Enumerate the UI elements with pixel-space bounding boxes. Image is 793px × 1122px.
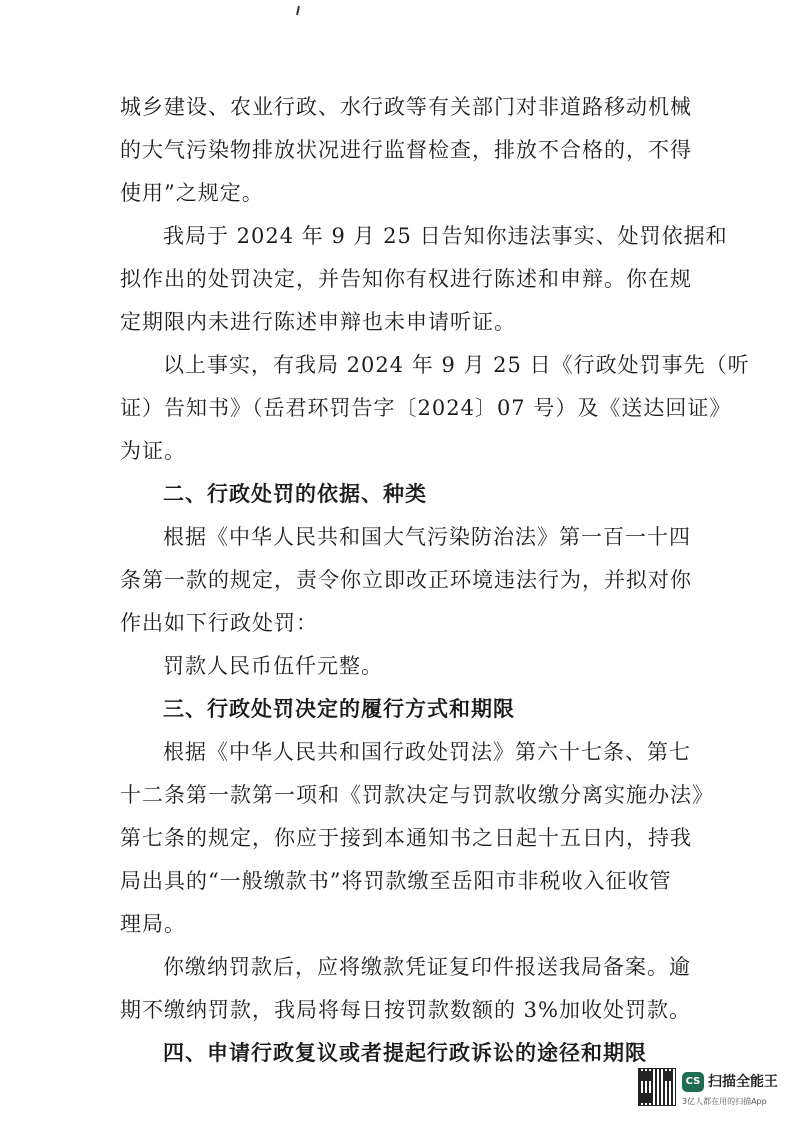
body-line: 的大气污染物排放状况进行监督检查，排放不合格的，不得	[120, 138, 692, 162]
body-line: 十二条第一款第一项和《罚款决定与罚款收缴分离实施办法》	[120, 783, 714, 807]
camscanner-logo-icon: CS	[682, 1072, 704, 1092]
body-line: 定期限内未进行陈述申辩也未申请听证。	[120, 310, 516, 334]
body-line: 使用”之规定。	[120, 181, 264, 205]
body-line: 根据《中华人民共和国大气污染防治法》第一百一十四	[163, 525, 691, 549]
body-line: 为证。	[120, 439, 186, 463]
body-line: 你缴纳罚款后，应将缴款凭证复印件报送我局备案。逾	[163, 955, 691, 979]
body-line: 证）告知书》（岳君环罚告字〔2024〕07 号）及《送达回证》	[120, 396, 732, 420]
scanner-tagline: 3亿人都在用的扫描App	[682, 1097, 767, 1106]
section-heading-3: 三、行政处罚决定的履行方式和期限	[163, 697, 515, 721]
body-line: 局出具的“一般缴款书”将罚款缴至岳阳市非税收入征收管	[120, 869, 672, 893]
body-line: 条第一款的规定，责令你立即改正环境违法行为，并拟对你	[120, 568, 692, 592]
body-line: 理局。	[120, 912, 186, 936]
body-line: 以上事实，有我局 2024 年 9 月 25 日《行政处罚事先（听	[163, 353, 750, 377]
body-line: 期不缴纳罚款，我局将每日按罚款数额的 3%加收处罚款。	[120, 998, 691, 1022]
qr-code-icon	[638, 1068, 676, 1106]
scan-speck	[296, 6, 300, 15]
body-line: 我局于 2024 年 9 月 25 日告知你违法事实、处罚依据和	[163, 224, 728, 248]
section-heading-4: 四、申请行政复议或者提起行政诉讼的途径和期限	[163, 1041, 647, 1065]
scanner-brand: 扫描全能王	[708, 1074, 778, 1090]
body-line: 拟作出的处罚决定，并告知你有权进行陈述和申辩。你在规	[120, 267, 692, 291]
scanner-watermark	[638, 1068, 788, 1112]
body-line: 作出如下行政处罚：	[120, 611, 318, 635]
body-line: 根据《中华人民共和国行政处罚法》第六十七条、第七	[163, 740, 691, 764]
body-line: 城乡建设、农业行政、水行政等有关部门对非道路移动机械	[120, 95, 692, 119]
section-heading-2: 二、行政处罚的依据、种类	[163, 482, 427, 506]
body-line: 罚款人民币伍仟元整。	[163, 654, 383, 678]
body-line: 第七条的规定，你应于接到本通知书之日起十五日内，持我	[120, 826, 692, 850]
